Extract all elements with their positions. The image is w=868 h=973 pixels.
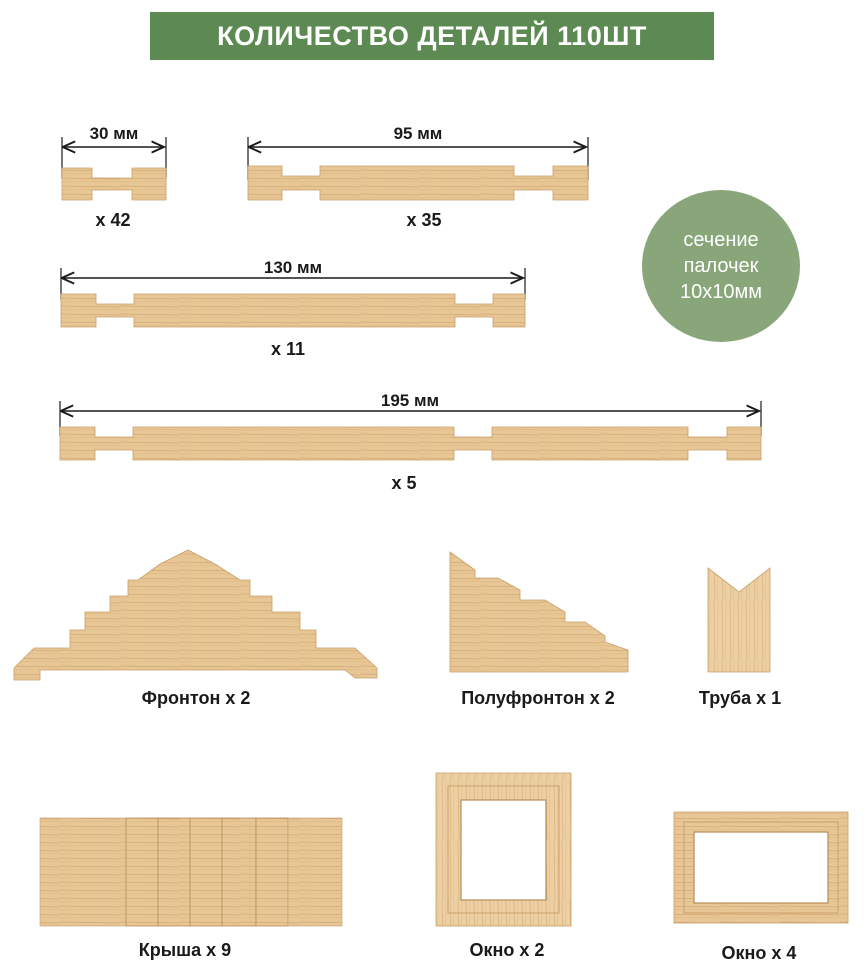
fronton-shape xyxy=(14,550,377,680)
stick-130-qty: х 11 xyxy=(270,339,306,359)
chimney-shape xyxy=(708,568,770,672)
roof-label: Крыша х 9 xyxy=(138,940,232,960)
stick-130-length: 130 мм xyxy=(263,258,323,277)
stick-30-qty: х 42 xyxy=(95,210,131,230)
section-note-line-1: сечение xyxy=(683,229,759,251)
window-small-label: Окно х 2 xyxy=(469,940,545,960)
stick-195-length: 195 мм xyxy=(380,391,440,410)
section-note-line-3: 10х10мм xyxy=(680,281,762,303)
roof-planks xyxy=(40,818,342,926)
fronton-label: Фронтон х 2 xyxy=(141,688,251,708)
title-banner: КОЛИЧЕСТВО ДЕТАЛЕЙ 110ШТ xyxy=(150,12,714,60)
window-wide-frame xyxy=(674,812,848,923)
section-note-line-2: палочек xyxy=(683,255,759,277)
stick-30-length: 30 мм xyxy=(89,124,139,143)
stick-95-length: 95 мм xyxy=(393,124,443,143)
window-small-frame xyxy=(436,773,571,926)
stick-195-qty: х 5 xyxy=(391,473,417,493)
half-fronton-label: Полуфронтон х 2 xyxy=(461,688,615,708)
chimney-label: Труба х 1 xyxy=(698,688,782,708)
stick-30mm xyxy=(62,137,166,200)
stick-95-qty: х 35 xyxy=(406,210,442,230)
stick-95mm xyxy=(248,137,588,200)
window-wide-label: Окно х 4 xyxy=(721,943,797,963)
half-fronton-shape xyxy=(450,552,628,672)
